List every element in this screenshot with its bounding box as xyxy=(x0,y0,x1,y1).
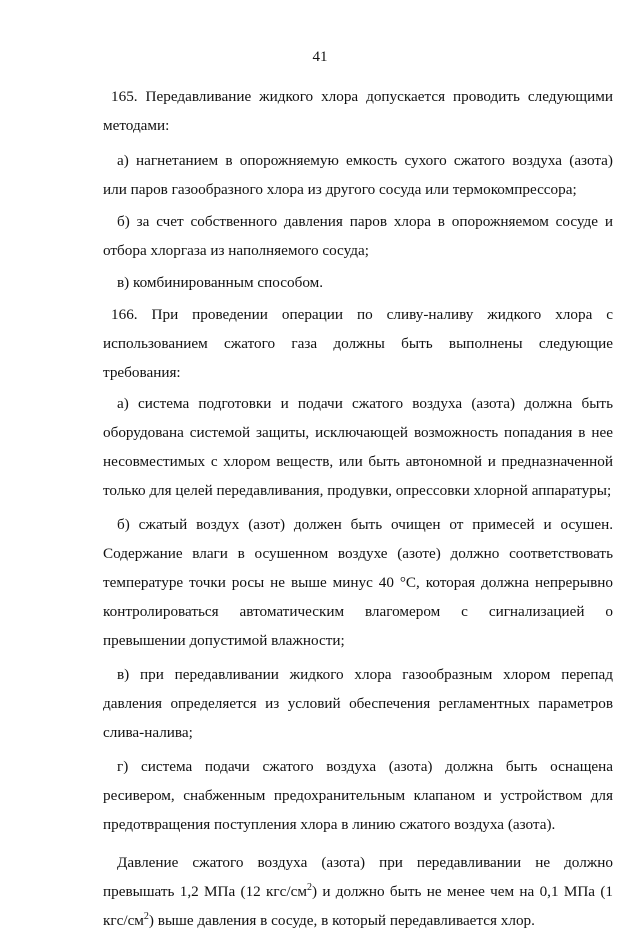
pressure-text-part-1: Давление сжатого воздуха (азота) при передавливании не должно превышать 1,2 МПа (12 кгс/см xyxy=(103,854,613,900)
pressure-paragraph xyxy=(103,848,613,935)
paragraph-165-item-a: а) нагнетанием в опорожняемую емкость сухого сжатого воздуха (азота) или паров газообразного хлора из другого сосуда или термокомпрессора; xyxy=(103,152,613,198)
superscript-2-second: 2 xyxy=(143,910,149,922)
paragraph-166: 166. При проведении операции по сливу-наливу жидкого хлора с использованием сжатого газа должны быть выполнены следующие требования: xyxy=(103,306,613,381)
page-number: 41 xyxy=(312,49,328,65)
pressure-text-part-3: ) выше давления в сосуде, в который передавливается хлор. xyxy=(148,912,535,929)
paragraph-165-item-b: б) за счет собственного давления паров хлора в опорожняемом сосуде и отбора хлоргаза из наполняемого сосуда; xyxy=(103,213,613,259)
document-body xyxy=(103,82,613,935)
paragraph-165: 165. Передавливание жидкого хлора допускается проводить следующими методами: xyxy=(103,88,613,134)
paragraph-166-item-a: а) система подготовки и подачи сжатого воздуха (азота) должна быть оборудована системой защиты, исключающей возможность попадания в нее несовместимых с хлором веществ, или быть автономной и предназначенной только для целей передавливания, продувки, опрессовки хлорной аппаратуры; xyxy=(103,395,613,499)
superscript-2-first: 2 xyxy=(306,881,312,893)
paragraph-165-item-c: в) комбинированным способом. xyxy=(117,274,324,291)
paragraph-166-item-v: в) при передавливании жидкого хлора газообразным хлором перепад давления определяется из условий обеспечения регламентных параметров слива-налива; xyxy=(103,666,613,741)
paragraph-166-item-b: б) сжатый воздух (азот) должен быть очищен от примесей и осушен. Содержание влаги в осушенном воздухе (азоте) должно соответствовать температуре точки росы не выше минус 40 °С, которая должна непрерывно контролироваться автоматическим влагомером с сигнализацией о превышении допустимой влажности; xyxy=(103,516,613,649)
pressure-text-part-2: ) и должно быть не менее чем на 0,1 МПа (1 кгс/см xyxy=(103,883,613,929)
paragraph-166-item-g: г) система подачи сжатого воздуха (азота) должна быть оснащена ресивером, снабженным предохранительным клапаном и устройством для предотвращения поступления хлора в линию сжатого воздуха (азота). xyxy=(103,758,613,833)
